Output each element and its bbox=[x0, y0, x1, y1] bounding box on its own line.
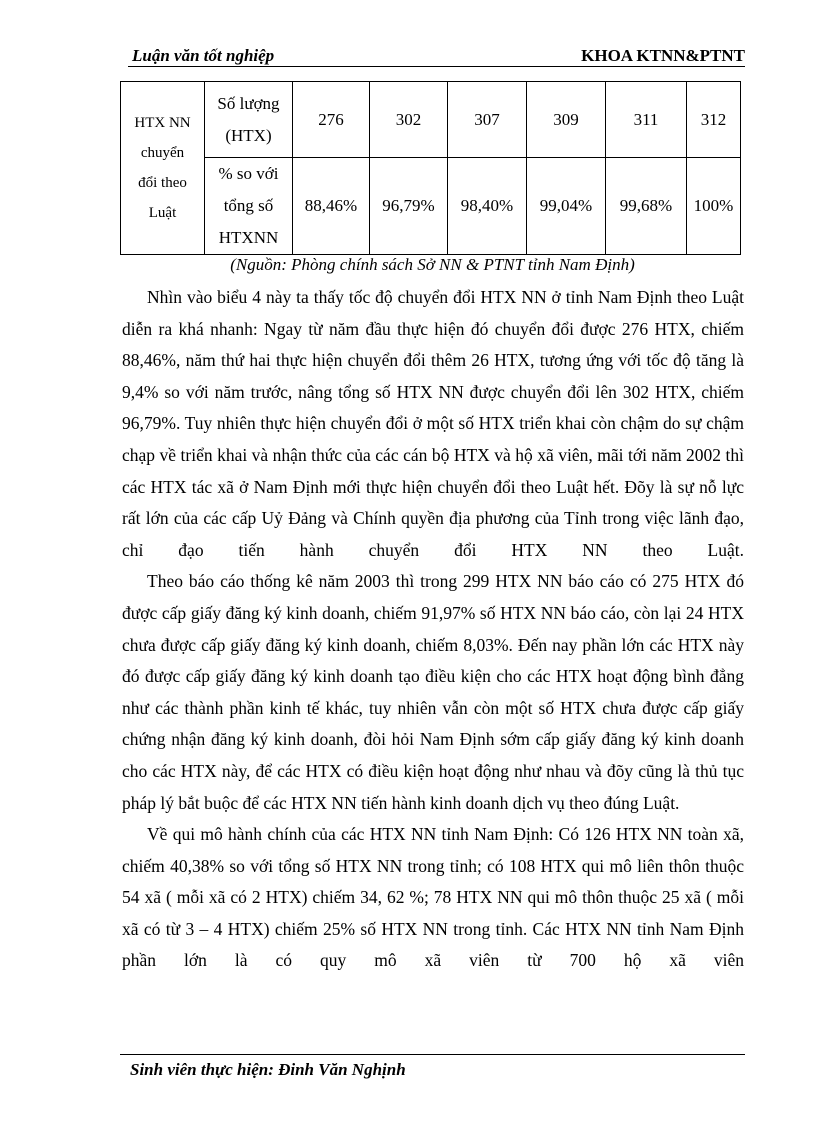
table-row bbox=[121, 158, 741, 255]
row-label: Số lượng (HTX) bbox=[205, 82, 293, 158]
page-header bbox=[128, 46, 745, 67]
table-cell: 312 bbox=[687, 82, 741, 158]
faculty-label: KHOA KTNN&PTNT bbox=[581, 46, 745, 65]
table-cell: 307 bbox=[448, 82, 527, 158]
table-cell: 309 bbox=[527, 82, 606, 158]
table-cell: 276 bbox=[293, 82, 370, 158]
body-text bbox=[122, 282, 744, 977]
table-source-note: (Nguồn: Phòng chính sách Sở NN & PTNT tỉnh Nam Định) bbox=[230, 255, 635, 274]
thesis-label: Luận văn tốt nghiệp bbox=[132, 46, 275, 65]
page-footer bbox=[120, 1054, 745, 1085]
table-cell: 96,79% bbox=[370, 158, 448, 255]
author-label: Sinh viên thực hiện: Đinh Văn Nghịnh bbox=[130, 1060, 406, 1079]
row-label: % so với tổng số HTXNN bbox=[205, 158, 293, 255]
paragraph: Về qui mô hành chính của các HTX NN tỉnh Nam Định: Có 126 HTX NN toàn xã, chiếm 40,38% so với tổng số HTX NN trong tỉnh; có 108 HTX qui mô liên thôn thuộc 54 xã ( mỗi xã có 2 HTX) chiếm 34, 62 %; 78 HTX NN qui mô thôn thuộc 25 xã ( mỗi xã có từ 3 – 4 HTX) chiếm 25% số HTX NN trong tỉnh. Các HTX NN tỉnh Nam Định phần lớn là có quy mô xã viên từ 700 hộ xã viên bbox=[122, 824, 744, 971]
table-cell: 311 bbox=[606, 82, 687, 158]
table-cell: 98,40% bbox=[448, 158, 527, 255]
paragraph: Nhìn vào biểu 4 này ta thấy tốc độ chuyển đổi HTX NN ở tỉnh Nam Định theo Luật diễn ra khá nhanh: Ngay từ năm đầu thực hiện đó chuyển đổi được 276 HTX, chiếm 88,46%, năm thứ hai thực hiện chuyển đổi thêm 26 HTX, tương ứng với tốc độ tăng là 9,4% so với năm trước, nâng tổng số HTX NN được chuyển đổi lên 302 HTX, chiếm 96,79%. Tuy nhiên thực hiện chuyển đổi ở một số HTX triển khai còn chậm do sự chậm chạp về triển khai và nhận thức của các cán bộ HTX và hộ xã viên, mãi tới năm 2002 thì các HTX tác xã ở Nam Định mới thực hiện chuyển đổi theo Luật hết. Đõy là sự nỗ lực rất lớn của các cấp Uỷ Đảng và Chính quyền địa phương của Tỉnh trong việc lãnh đạo, chỉ đạo tiến hành chuyển đổi HTX NN theo Luật. bbox=[122, 287, 744, 560]
table-cell: 302 bbox=[370, 82, 448, 158]
row-group-header: HTX NN chuyển đổi theo Luật bbox=[121, 82, 205, 255]
paragraph: Theo báo cáo thống kê năm 2003 thì trong 299 HTX NN báo cáo có 275 HTX đó được cấp giấy đăng ký kinh doanh, chiếm 91,97% số HTX NN báo cáo, còn lại 24 HTX chưa được cấp giấy đăng ký kinh doanh, chiếm 8,03%. Đến nay phần lớn các HTX này đó được cấp giấy đăng ký kinh doanh tạo điều kiện cho các HTX hoạt động bình đẳng như các thành phần kinh tế khác, tuy nhiên vẫn còn một số HTX chưa được cấp giấy chứng nhận đăng ký kinh doanh, đòi hỏi Nam Định sớm cấp giấy đăng ký kinh doanh cho các HTX này, để các HTX có điều kiện hoạt động như nhau và đõy cũng là thủ tục pháp lý bắt buộc để các HTX NN tiến hành kinh doanh dịch vụ theo đúng Luật. bbox=[122, 571, 744, 813]
table-cell: 99,04% bbox=[527, 158, 606, 255]
table-cell: 100% bbox=[687, 158, 741, 255]
table-cell: 99,68% bbox=[606, 158, 687, 255]
table-row bbox=[121, 82, 741, 158]
table-cell: 88,46% bbox=[293, 158, 370, 255]
conversion-table bbox=[120, 81, 741, 255]
